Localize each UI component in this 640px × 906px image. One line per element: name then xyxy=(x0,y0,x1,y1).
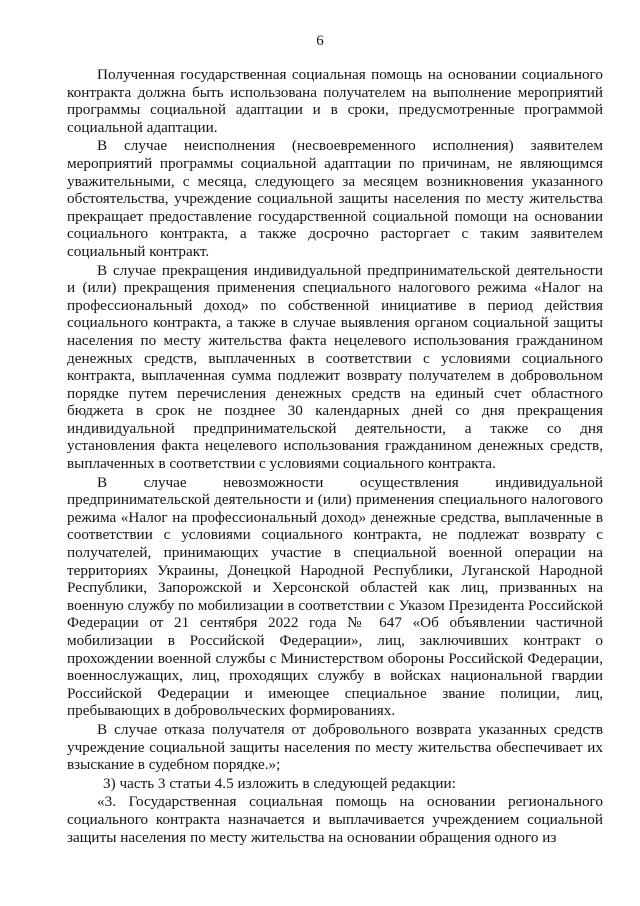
document-body xyxy=(67,66,603,846)
page-number: 6 xyxy=(316,33,324,49)
paragraph-amendment-item-3: 3) часть 3 статьи 4.5 изложить в следующей редакции: xyxy=(103,774,456,792)
paragraph-non-fulfillment: В случае неисполнения (несвоевременного исполнения) заявителем мероприятий программы социальной адаптации по причинам, не являющимся уважительными, с месяца, следующего за месяцем возникновения указанного обстоятельства, учреждение социальной защиты населения по месту жительства прекращает предоставление государственной социальной помощи на основании социального контракта, а также досрочно расторгает с таким заявителем социальный контракт. xyxy=(67,137,603,260)
paragraph-no-refund-military: В случае невозможности осуществления индивидуальной предпринимательской деятельности и (или) применения специального налогового режима «Налог на профессиональный доход» денежные средства, выплаченные в соответствии с условиями социального контракта, не подлежат возврату с получателей, принимающих участие в специальной военной операции на территориях Украины, Донецкой Народной Республики, Луганской Народной Республики, Запорожской и Херсонской областей как лиц, призванных на военную службу по мобилизации в соответствии с Указом Президента Российской Федерации от 21 сентября 2022 года № 647 «Об объявлении частичной мобилизации в Российской Федерации», лиц, заключивших контракт о прохождении военной службы с Министерством обороны Российской Федерации, военнослужащих, лиц, проходящих службу в войсках национальной гвардии Российской Федерации и имеющее специальное звание полиции, лиц, пребывающих в добровольческих формированиях. xyxy=(67,473,603,720)
paragraph-new-part-3: «3. Государственная социальная помощь на основании регионального социального контракта назначается и выплачивается учреждением социальной защиты населения по месту жительства на основании обращения одного из xyxy=(67,793,603,846)
paragraph-termination-refund: В случае прекращения индивидуальной предпринимательской деятельности и (или) прекращения применения специального налогового режима «Налог на профессиональный доход» по собственной инициативе в период действия социального контракта, а также в случае выявления органом социальной защиты населения по месту жительства факта нецелевого использования гражданином денежных средств, выплаченных в соответствии с условиями социального контракта, выплаченная сумма подлежит возврату получателем в добровольном порядке путем перечисления денежных средств на единый счет областного бюджета в срок не позднее 30 календарных дней со дня прекращения индивидуальной предпринимательской деятельности, а также со дня установления факта нецелевого использования гражданином денежных средств, выплаченных в соответствии с условиями социального контракта. xyxy=(67,261,603,473)
paragraph-court-recovery: В случае отказа получателя от добровольного возврата указанных средств учреждение социальной защиты населения по месту жительства обеспечивает их взыскание в судебном порядке.»; xyxy=(67,720,603,774)
paragraph-use-of-assistance: Полученная государственная социальная помощь на основании социального контракта должна быть использована получателем на выполнение мероприятий программы социальной адаптации и в сроки, предусмотренные программой социальной адаптации. xyxy=(67,66,603,136)
